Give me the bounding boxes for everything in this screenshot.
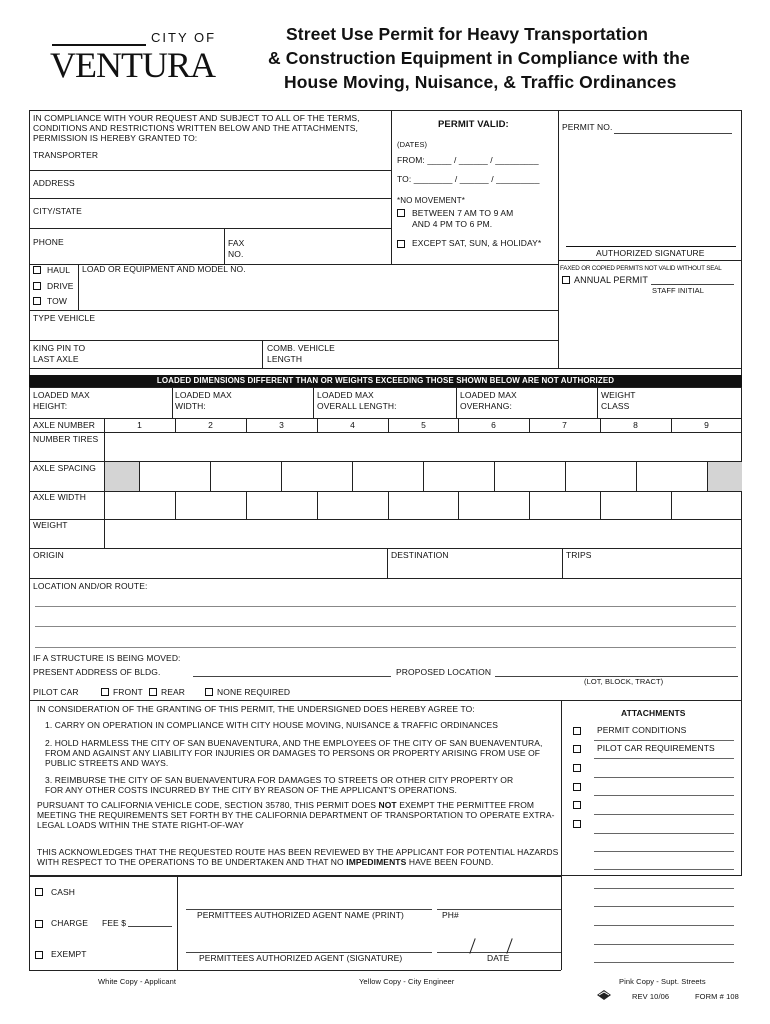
divider bbox=[29, 491, 742, 492]
item-3: 3. REIMBURSE THE CITY OF SAN BUENAVENTURA FOR DAMAGES TO STREETS OR OTHER CITY PROPERTY OR FOR ANY OTHER COSTS INCURRED BY THE CITY BY REASON OF THE APPLICANT'S OPERATIONS. bbox=[45, 775, 514, 796]
date-label: DATE bbox=[487, 953, 510, 963]
between-checkbox[interactable] bbox=[397, 209, 405, 217]
divider bbox=[600, 491, 601, 519]
none-required-label: NONE REQUIRED bbox=[217, 687, 291, 697]
attachment-checkbox[interactable] bbox=[573, 745, 581, 753]
attachment-checkbox[interactable] bbox=[573, 727, 581, 735]
divider bbox=[29, 310, 558, 311]
between-text: BETWEEN 7 AM TO 9 AM AND 4 PM TO 6 PM. bbox=[412, 208, 514, 230]
attachment-line[interactable] bbox=[594, 906, 734, 907]
location-route-label: LOCATION AND/OR ROUTE: bbox=[33, 581, 148, 591]
divider bbox=[313, 387, 314, 418]
attachment-label: PILOT CAR REQUIREMENTS bbox=[597, 743, 715, 753]
divider bbox=[224, 228, 225, 264]
route-line-2[interactable] bbox=[35, 626, 736, 627]
permit-no-field[interactable] bbox=[614, 133, 732, 134]
footer-white-copy: White Copy - Applicant bbox=[98, 977, 177, 986]
divider bbox=[458, 491, 459, 519]
divider bbox=[104, 432, 105, 461]
divider bbox=[104, 491, 105, 519]
except-checkbox[interactable] bbox=[397, 240, 405, 248]
divider bbox=[387, 548, 388, 578]
attachment-line[interactable] bbox=[594, 851, 734, 852]
spacing-blank-end bbox=[707, 462, 742, 491]
fee-label: FEE $ bbox=[102, 918, 127, 928]
divider bbox=[29, 340, 558, 341]
divider bbox=[29, 418, 742, 419]
divider bbox=[172, 387, 173, 418]
comb-vehicle-label: COMB. VEHICLE LENGTH bbox=[267, 343, 335, 364]
divider bbox=[562, 548, 563, 578]
attachment-checkbox[interactable] bbox=[573, 783, 581, 791]
recycle-icon bbox=[596, 988, 612, 1002]
fax-label: FAX NO. bbox=[228, 238, 245, 260]
divider bbox=[29, 876, 30, 970]
ph-label: PH# bbox=[442, 910, 459, 920]
attachment-checkbox[interactable] bbox=[573, 801, 581, 809]
divider bbox=[104, 461, 105, 491]
attachment-line[interactable] bbox=[594, 869, 734, 870]
attachment-line[interactable] bbox=[594, 944, 734, 945]
divider bbox=[671, 491, 672, 519]
intro-text: IN COMPLIANCE WITH YOUR REQUEST AND SUBJECT TO ALL OF THE TERMS, CONDITIONS AND RESTRICTIONS WRITTEN BELOW AND THE ATTACHMENTS, PERMISSION IS HEREBY GRANTED TO: bbox=[33, 113, 360, 144]
transporter-label: TRANSPORTER bbox=[33, 150, 99, 160]
dimensions-header: LOADED DIMENSIONS DIFFERENT THAN OR WEIGHTS EXCEEDING THOSE SHOWN BELOW ARE NOT AUTHORIZED bbox=[156, 376, 615, 385]
exempt-label: EXEMPT bbox=[51, 949, 87, 959]
divider bbox=[29, 970, 561, 971]
rear-label: REAR bbox=[161, 687, 186, 697]
rear-checkbox[interactable] bbox=[149, 688, 157, 696]
attachment-line[interactable] bbox=[594, 833, 734, 834]
king-pin-label: KING PIN TO LAST AXLE bbox=[33, 343, 86, 364]
divider bbox=[104, 519, 105, 548]
divider bbox=[175, 491, 176, 519]
except-text: EXCEPT SAT, SUN, & HOLIDAY* bbox=[412, 238, 542, 248]
trips-label: TRIPS bbox=[566, 550, 592, 560]
divider bbox=[565, 461, 566, 491]
pursuant-text: PURSUANT TO CALIFORNIA VEHICLE CODE, SECTION 35780, THIS PERMIT DOES NOT EXEMPT THE PERMITTEE FROM MEETING THE REQUIREMENTS SET FORTH BY THE CALIFORNIA DEPARTMENT OF TRANSPORTATION TO OPERATE EXTRA-LEGAL LOADS WITHIN THE STATE RIGHT-OF-WAY bbox=[37, 800, 555, 831]
front-label: FRONT bbox=[113, 687, 143, 697]
tow-checkbox[interactable] bbox=[33, 297, 41, 305]
phone-label: PHONE bbox=[33, 237, 64, 247]
divider bbox=[707, 461, 708, 491]
axle-number: 2 bbox=[208, 420, 213, 430]
structure-moved-label: IF A STRUCTURE IS BEING MOVED: bbox=[33, 653, 181, 663]
divider bbox=[29, 170, 391, 171]
haul-label: HAUL bbox=[47, 265, 71, 275]
authorized-signature-label: AUTHORIZED SIGNATURE bbox=[596, 248, 705, 258]
axle-number: 8 bbox=[633, 420, 638, 430]
attachment-line[interactable] bbox=[594, 777, 734, 778]
permit-dates-label: (DATES) bbox=[397, 140, 428, 149]
staff-initial-label: STAFF INITIAL bbox=[652, 286, 704, 295]
divider bbox=[29, 198, 391, 199]
divider bbox=[317, 491, 318, 519]
divider bbox=[597, 387, 598, 418]
divider bbox=[29, 548, 742, 549]
axle-number: 4 bbox=[350, 420, 355, 430]
no-movement: *NO MOVEMENT* bbox=[397, 196, 465, 205]
divider bbox=[456, 387, 457, 418]
cash-label: CASH bbox=[51, 887, 76, 897]
divider bbox=[262, 340, 263, 368]
title-line-2: & Construction Equipment in Compliance with the bbox=[268, 48, 690, 68]
none-required-checkbox[interactable] bbox=[205, 688, 213, 696]
charge-label: CHARGE bbox=[51, 918, 88, 928]
spacing-blank-start bbox=[105, 462, 139, 491]
max-overhang-label: LOADED MAX OVERHANG: bbox=[460, 390, 517, 411]
footer-rev: REV 10/06 bbox=[632, 992, 670, 1001]
permit-to: TO: ________ / ______ / _________ bbox=[397, 174, 540, 184]
lot-block-label: (LOT, BLOCK, TRACT) bbox=[584, 677, 664, 686]
divider bbox=[177, 876, 178, 970]
attachment-checkbox[interactable] bbox=[573, 764, 581, 772]
agent-signature-label: PERMITTEES AUTHORIZED AGENT (SIGNATURE) bbox=[199, 953, 403, 963]
weight-label: WEIGHT bbox=[33, 520, 68, 530]
divider bbox=[423, 461, 424, 491]
axle-number: 1 bbox=[137, 420, 142, 430]
attachment-line[interactable] bbox=[594, 888, 734, 889]
max-length-label: LOADED MAX OVERALL LENGTH: bbox=[317, 390, 397, 411]
divider bbox=[139, 461, 140, 491]
divider bbox=[246, 491, 247, 519]
address-label: ADDRESS bbox=[33, 178, 75, 188]
exempt-checkbox[interactable] bbox=[35, 951, 43, 959]
load-equipment-label: LOAD OR EQUIPMENT AND MODEL NO. bbox=[82, 264, 246, 274]
max-height-label: LOADED MAX HEIGHT: bbox=[33, 390, 90, 411]
title-line-1: Street Use Permit for Heavy Transportation bbox=[286, 24, 649, 44]
divider bbox=[529, 491, 530, 519]
charge-checkbox[interactable] bbox=[35, 920, 43, 928]
divider bbox=[29, 387, 742, 388]
item-1: 1. CARRY ON OPERATION IN COMPLIANCE WITH CITY HOUSE MOVING, NUISANCE & TRAFFIC ORDINANCES bbox=[45, 720, 499, 730]
agent-name-label: PERMITTEES AUTHORIZED AGENT NAME (PRINT) bbox=[197, 910, 404, 920]
cash-checkbox[interactable] bbox=[35, 888, 43, 896]
axle-number: 6 bbox=[491, 420, 496, 430]
divider bbox=[78, 264, 79, 310]
footer-pink-copy: Pink Copy - Supt. Streets bbox=[619, 977, 706, 986]
number-tires-label: NUMBER TIRES bbox=[33, 434, 99, 444]
weight-class-label: WEIGHT CLASS bbox=[601, 390, 636, 411]
divider bbox=[561, 700, 562, 876]
footer-form: FORM # 108 bbox=[695, 992, 739, 1001]
divider bbox=[391, 110, 392, 264]
divider bbox=[29, 519, 742, 520]
divider bbox=[352, 461, 353, 491]
divider bbox=[388, 491, 389, 519]
route-line-1[interactable] bbox=[35, 606, 736, 607]
footer-yellow-copy: Yellow Copy - City Engineer bbox=[359, 977, 455, 986]
proposed-location-label: PROPOSED LOCATION bbox=[396, 667, 492, 677]
attachment-line[interactable] bbox=[594, 758, 734, 759]
divider bbox=[29, 432, 742, 433]
tow-label: TOW bbox=[47, 296, 67, 306]
axle-number: 5 bbox=[421, 420, 426, 430]
divider bbox=[29, 876, 561, 877]
origin-label: ORIGIN bbox=[33, 550, 64, 560]
attachment-line[interactable] bbox=[594, 740, 734, 741]
fee-field[interactable] bbox=[128, 926, 172, 927]
drive-label: DRIVE bbox=[47, 281, 74, 291]
axle-number: 9 bbox=[704, 420, 709, 430]
signature-line[interactable] bbox=[566, 246, 736, 247]
divider bbox=[561, 876, 562, 970]
logo-city-of: CITY OF bbox=[151, 30, 217, 45]
permit-no-label: PERMIT NO. bbox=[562, 122, 613, 132]
max-width-label: LOADED MAX WIDTH: bbox=[175, 390, 232, 411]
divider bbox=[281, 461, 282, 491]
divider bbox=[29, 368, 742, 369]
item-2: 2. HOLD HARMLESS THE CITY OF SAN BUENAVENTURA, AND THE EMPLOYEES OF THE CITY OF SAN BUENAVENTURA, FROM AND AGAINST ANY LIABILITY FOR INJURIES OR DAMAGES TO PERSONS OR PROPERTY ARISING FROM USE OF PUBLIC STREETS AND WAYS. bbox=[45, 738, 543, 769]
divider bbox=[558, 110, 559, 368]
axle-number-label: AXLE NUMBER bbox=[33, 420, 96, 430]
logo-ventura: VENTURA bbox=[50, 45, 215, 85]
consideration-intro: IN CONSIDERATION OF THE GRANTING OF THIS PERMIT, THE UNDERSIGNED DOES HEREBY AGREE TO: bbox=[37, 704, 475, 714]
present-address-label: PRESENT ADDRESS OF BLDG. bbox=[33, 667, 161, 677]
annual-permit-checkbox[interactable] bbox=[562, 276, 570, 284]
faxed-notice: FAXED OR COPIED PERMITS NOT VALID WITHOUT SEAL bbox=[560, 265, 722, 272]
pilot-car-label: PILOT CAR bbox=[33, 687, 79, 697]
permit-valid-title: PERMIT VALID: bbox=[438, 119, 509, 130]
axle-number: 3 bbox=[279, 420, 284, 430]
attachment-line[interactable] bbox=[594, 795, 734, 796]
title-line-3: House Moving, Nuisance, & Traffic Ordinances bbox=[284, 72, 677, 92]
destination-label: DESTINATION bbox=[391, 550, 449, 560]
axle-width-label: AXLE WIDTH bbox=[33, 492, 86, 502]
divider bbox=[29, 228, 391, 229]
attachment-line[interactable] bbox=[594, 814, 734, 815]
attachment-checkbox[interactable] bbox=[573, 820, 581, 828]
city-state-label: CITY/STATE bbox=[33, 206, 82, 216]
divider bbox=[210, 461, 211, 491]
divider bbox=[494, 461, 495, 491]
acknowledge-text: THIS ACKNOWLEDGES THAT THE REQUESTED ROUTE HAS BEEN REVIEWED BY THE APPLICANT FOR POTENTIAL HAZARDS WITH RESPECT TO THE OPERATIONS TO BE UNDERTAKEN AND THAT NO IMPEDIMENTS HAVE BEEN FOUND. bbox=[37, 847, 559, 868]
route-line-3[interactable] bbox=[35, 647, 736, 648]
attachment-line[interactable] bbox=[594, 925, 734, 926]
haul-checkbox[interactable] bbox=[33, 266, 41, 274]
present-address-field[interactable] bbox=[193, 676, 391, 677]
attachments-title: ATTACHMENTS bbox=[621, 708, 686, 718]
annual-permit-label: ANNUAL PERMIT bbox=[574, 275, 648, 285]
axle-number: 7 bbox=[562, 420, 567, 430]
type-vehicle-label: TYPE VEHICLE bbox=[33, 313, 96, 323]
axle-spacing-label: AXLE SPACING bbox=[33, 463, 96, 473]
drive-checkbox[interactable] bbox=[33, 282, 41, 290]
annual-permit-field[interactable] bbox=[651, 284, 734, 285]
divider bbox=[558, 260, 742, 261]
permit-from: FROM: _____ / ______ / _________ bbox=[397, 155, 539, 165]
attachment-line[interactable] bbox=[594, 962, 734, 963]
divider bbox=[29, 578, 742, 579]
divider bbox=[636, 461, 637, 491]
divider bbox=[29, 700, 742, 701]
attachment-label: PERMIT CONDITIONS bbox=[597, 725, 687, 735]
front-checkbox[interactable] bbox=[101, 688, 109, 696]
